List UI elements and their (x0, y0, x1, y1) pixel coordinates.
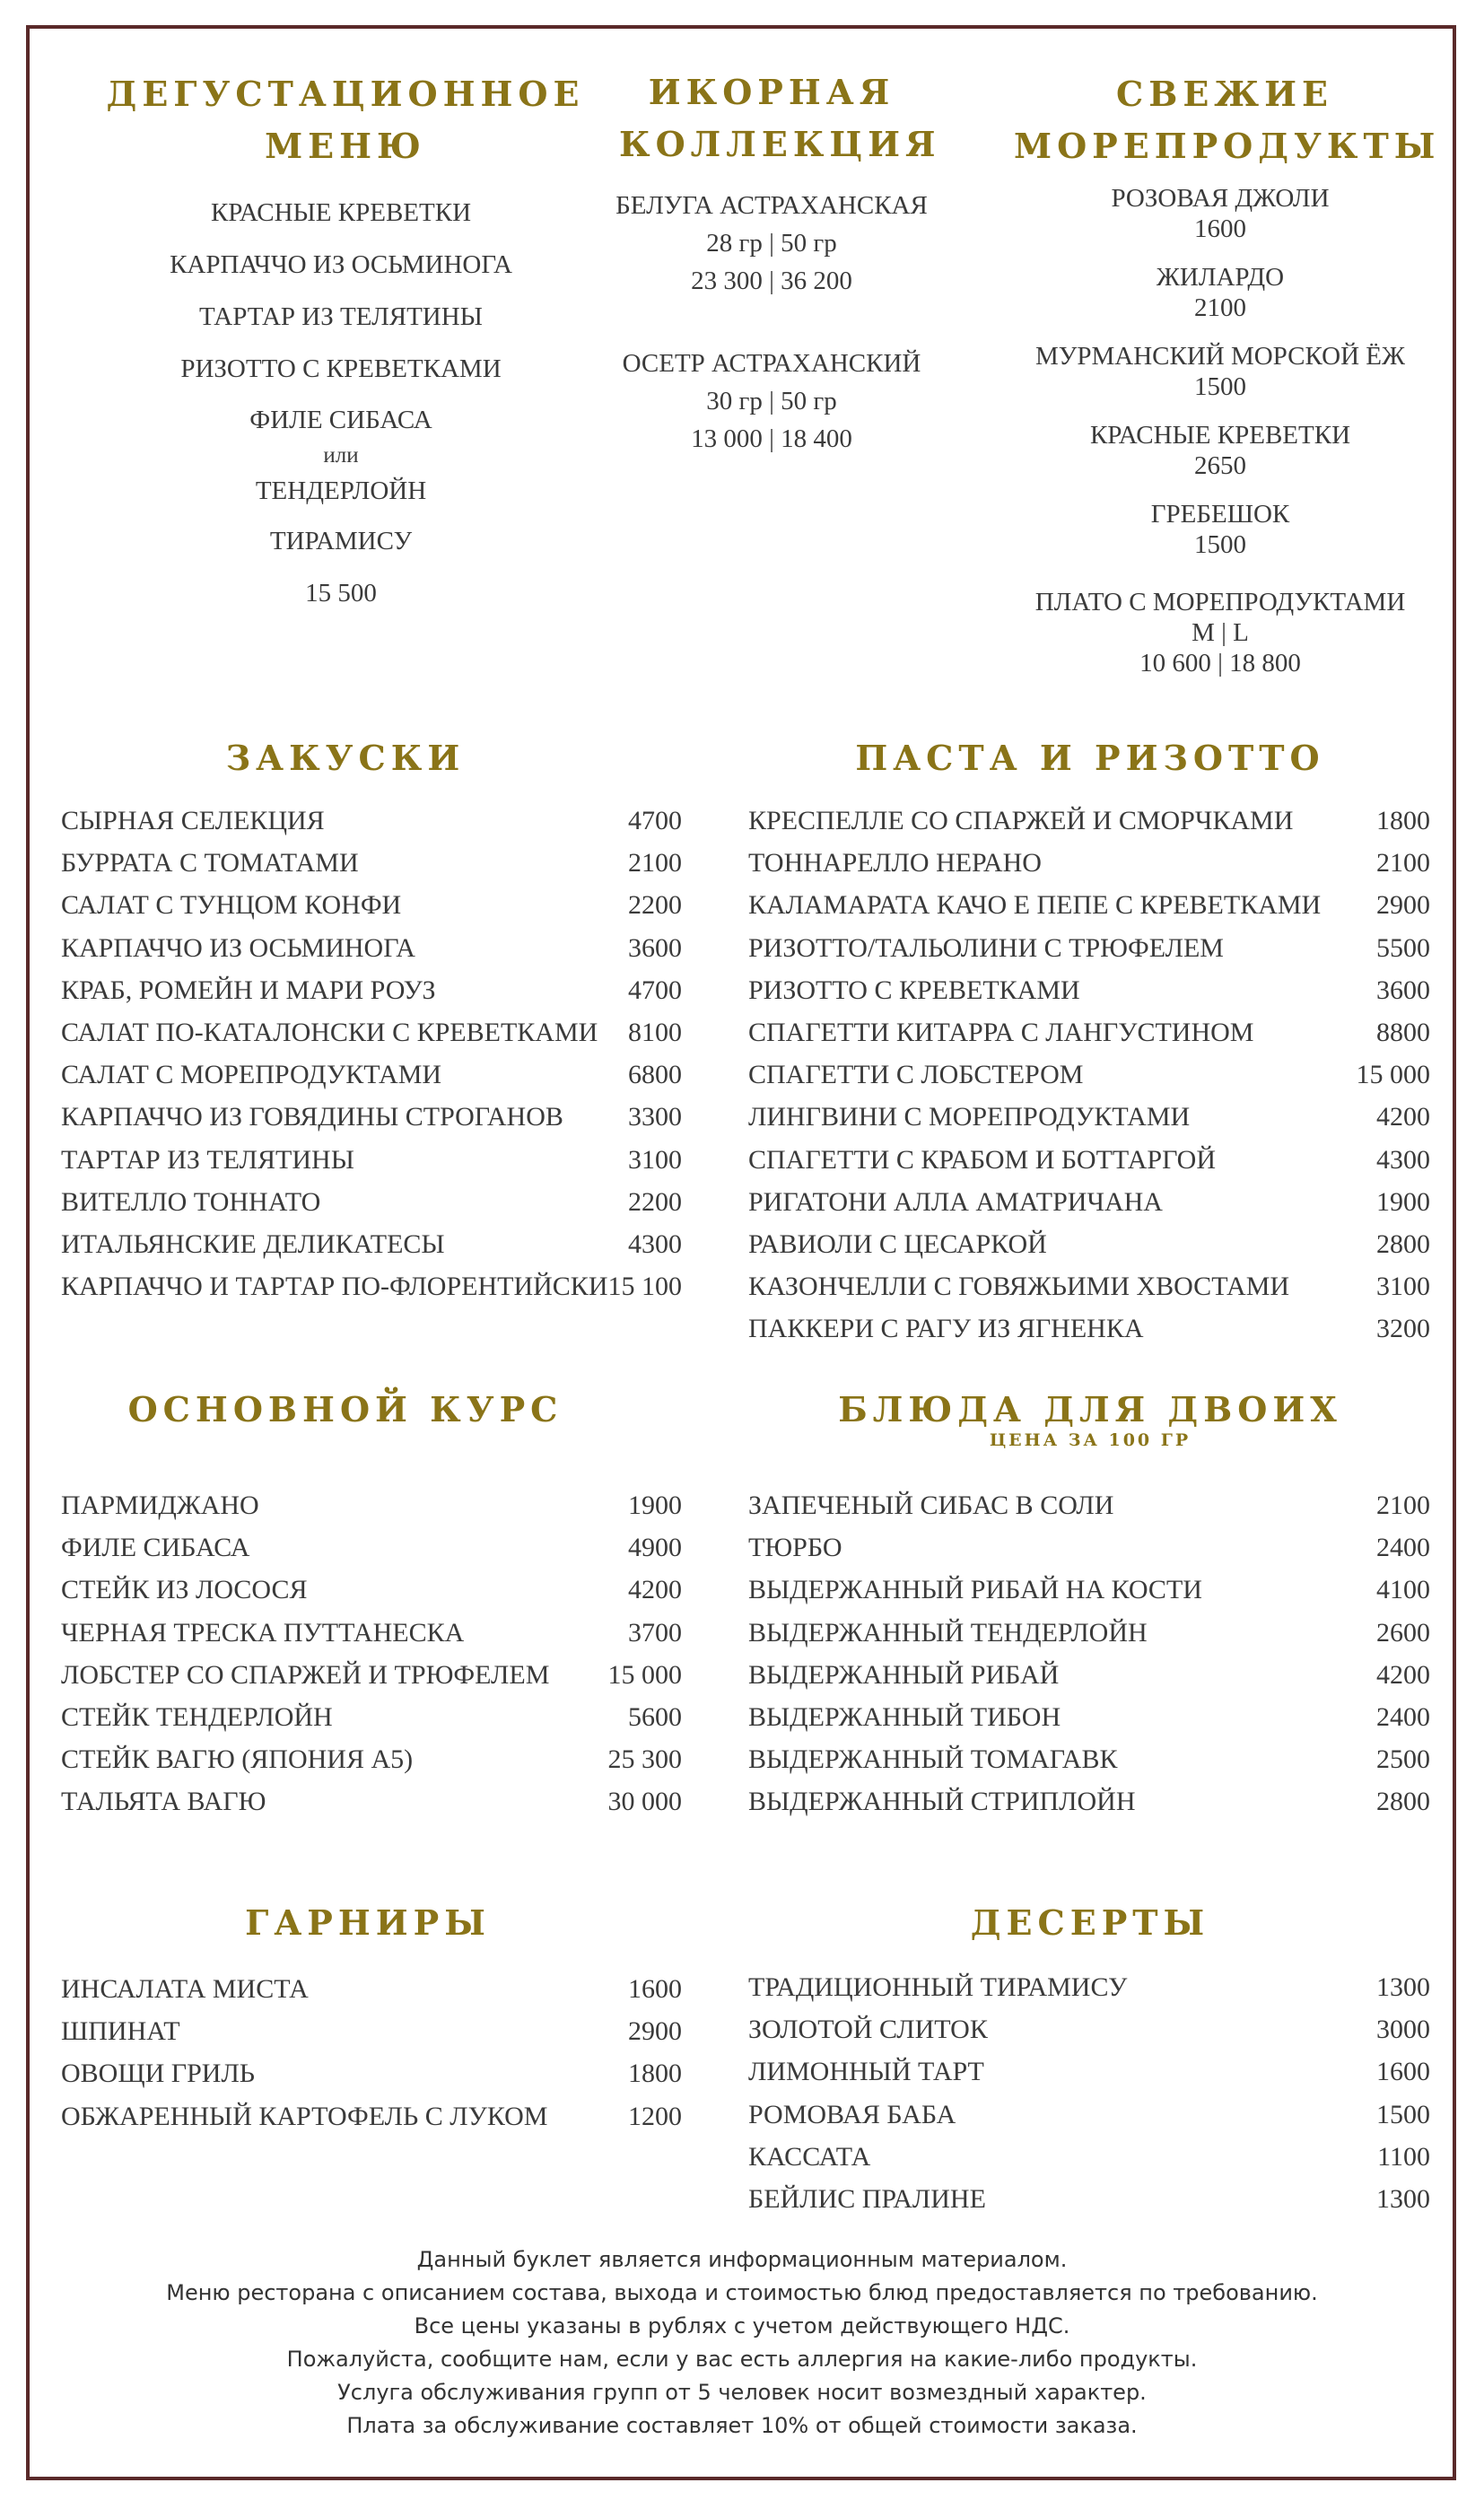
fortwo-menu-row (748, 1618, 1430, 1654)
dish-name: ЗАПЕЧЕНЫЙ СИБАС В СОЛИ (748, 1491, 1114, 1520)
appetizers-menu-row (61, 1272, 682, 1307)
dish-price: 1300 (1376, 2184, 1430, 2214)
dish-name: КАРПАЧЧО И ТАРТАР ПО-ФЛОРЕНТИЙСКИ (61, 1272, 608, 1302)
dish-name: ЛИМОННЫЙ ТАРТ (748, 2057, 984, 2087)
mains-menu-row (61, 1533, 682, 1569)
dish-price: 15 100 (607, 1272, 682, 1302)
dish-price: 1800 (628, 2059, 682, 2089)
dish-price: 5500 (1376, 932, 1430, 963)
desserts-heading: ДЕСЕРТЫ (970, 1902, 1210, 1943)
appetizers-menu-row (61, 806, 682, 842)
dish-name: БУРРАТА С ТОМАТАМИ (61, 848, 359, 879)
footer-line: Данный буклет является информационным материалом. (416, 2247, 1068, 2272)
pasta-menu-row (748, 1102, 1430, 1138)
pasta-heading: ПАСТА И РИЗОТТО (855, 738, 1325, 778)
footer-line: Услуга обслуживания групп от 5 человек носит возмездный характер. (337, 2380, 1147, 2405)
pasta-list (748, 806, 1430, 1357)
dish-name: СПАГЕТТИ С ЛОБСТЕРОМ (748, 1060, 1084, 1090)
desserts-menu-row (748, 2142, 1430, 2178)
dish-price: 30 000 (607, 1787, 682, 1817)
mains-list (61, 1491, 682, 1830)
caviar-item-portions: 30 гр | 50 гр (706, 387, 837, 415)
dish-price: 3000 (1376, 2015, 1430, 2045)
dish-price: 4700 (628, 806, 682, 835)
dish-name: СПАГЕТТИ КИТАРРА С ЛАНГУСТИНОМ (748, 1018, 1254, 1047)
sides-menu-row (61, 2059, 682, 2094)
tasting-item: ТАРТАР ИЗ ТЕЛЯТИНЫ (199, 302, 483, 331)
dish-price: 3200 (1376, 1314, 1430, 1344)
tasting-or: или (323, 443, 359, 468)
dish-name: КАССАТА (748, 2141, 871, 2172)
dish-name: ШПИНАТ (61, 2016, 180, 2047)
seafood-item-price: 1500 (1194, 530, 1246, 559)
dish-price: 2100 (1376, 1491, 1430, 1520)
dish-name: ФИЛЕ СИБАСА (61, 1533, 250, 1563)
fortwo-heading: БЛЮДА ДЛЯ ДВОИХ (838, 1389, 1342, 1429)
seafood-item-name: ЖИЛАРДО (1156, 263, 1285, 292)
dish-name: КАРПАЧЧО ИЗ ГОВЯДИНЫ СТРОГАНОВ (61, 1102, 563, 1132)
dish-price: 8100 (628, 1018, 682, 1047)
pasta-menu-row (748, 890, 1430, 926)
seafood-item-name: РОЗОВАЯ ДЖОЛИ (1111, 184, 1330, 213)
dish-name: ОБЖАРЕННЫЙ КАРТОФЕЛЬ С ЛУКОМ (61, 2101, 548, 2131)
mains-menu-row (61, 1660, 682, 1696)
desserts-list (748, 1972, 1430, 2226)
dish-name: ЛОБСТЕР СО СПАРЖЕЙ И ТРЮФЕЛЕМ (61, 1659, 550, 1690)
seafood-platter-name: ПЛАТО С МОРЕПРОДУКТАМИ (1034, 588, 1406, 616)
appetizers-menu-row (61, 1145, 682, 1181)
dish-price: 4200 (1376, 1102, 1430, 1132)
dish-name: РИЗОТТО/ТАЛЬОЛИНИ С ТРЮФЕЛЕМ (748, 932, 1224, 963)
seafood-item-price: 2100 (1194, 293, 1246, 322)
appetizers-menu-row (61, 975, 682, 1011)
dish-name: РАВИОЛИ С ЦЕСАРКОЙ (748, 1229, 1047, 1259)
dish-price: 3300 (628, 1102, 682, 1132)
appetizers-list (61, 806, 682, 1314)
appetizers-menu-row (61, 933, 682, 969)
footer-line: Пожалуйста, сообщите нам, если у вас есть аллергия на какие-либо продукты. (286, 2347, 1198, 2372)
dish-price: 5600 (628, 1702, 682, 1732)
dish-name: КАЛАМАРАТА КАЧО Е ПЕПЕ С КРЕВЕТКАМИ (748, 890, 1322, 921)
dish-price: 1600 (1376, 2057, 1430, 2087)
dish-name: ИНСАЛАТА МИСТА (61, 1974, 309, 2004)
footer-line: Меню ресторана с описанием состава, выхода и стоимостью блюд предоставляется по требованию. (166, 2280, 1318, 2305)
appetizers-heading: ЗАКУСКИ (225, 738, 466, 778)
dish-price: 4900 (628, 1533, 682, 1563)
seafood-platter-prices: 10 600 | 18 800 (1139, 649, 1301, 678)
dish-price: 4200 (1376, 1659, 1430, 1690)
seafood-item-name: МУРМАНСКИЙ МОРСКОЙ ЁЖ (1035, 342, 1405, 371)
dish-price: 1600 (628, 1974, 682, 2004)
sides-list (61, 1974, 682, 2144)
dish-name: СЫРНАЯ СЕЛЕКЦИЯ (61, 806, 325, 835)
fortwo-menu-row (748, 1491, 1430, 1526)
sides-heading: ГАРНИРЫ (245, 1902, 491, 1943)
dish-price: 8800 (1376, 1018, 1430, 1047)
dish-name: САЛАТ С МОРЕПРОДУКТАМИ (61, 1060, 442, 1090)
pasta-menu-row (748, 975, 1430, 1011)
desserts-menu-row (748, 2100, 1430, 2136)
dish-name: ОВОЩИ ГРИЛЬ (61, 2059, 256, 2089)
tasting-price: 15 500 (305, 579, 377, 608)
dish-price: 3600 (628, 932, 682, 963)
pasta-menu-row (748, 1145, 1430, 1181)
dish-price: 2600 (1376, 1617, 1430, 1648)
dish-price: 4700 (628, 975, 682, 1005)
dish-price: 15 000 (607, 1659, 682, 1690)
dish-name: СТЕЙК ВАГЮ (ЯПОНИЯ А5) (61, 1744, 414, 1775)
tasting-item: ФИЛЕ СИБАСА (249, 406, 432, 434)
dish-name: РОМОВАЯ БАБА (748, 2099, 956, 2129)
caviar-list (574, 187, 969, 458)
dish-price: 4200 (628, 1575, 682, 1605)
seafood-item-price: 1500 (1194, 372, 1246, 401)
dish-price: 3100 (1376, 1272, 1430, 1302)
mains-menu-row (61, 1575, 682, 1611)
dish-price: 2800 (1376, 1229, 1430, 1259)
dish-name: ВЫДЕРЖАННЫЙ СТРИПЛОЙН (748, 1787, 1136, 1817)
dish-name: СПАГЕТТИ С КРАБОМ И БОТТАРГОЙ (748, 1144, 1217, 1175)
dish-price: 4300 (628, 1229, 682, 1259)
pasta-menu-row (748, 848, 1430, 884)
desserts-menu-row (748, 2015, 1430, 2050)
appetizers-menu-row (61, 1229, 682, 1265)
dish-price: 2100 (628, 848, 682, 879)
dish-name: ЗОЛОТОЙ СЛИТОК (748, 2015, 988, 2045)
tasting-menu-list (81, 187, 601, 619)
dish-price: 2500 (1376, 1744, 1430, 1775)
mains-menu-row (61, 1491, 682, 1526)
caviar-item-name: ОСЕТР АСТРАХАНСКИЙ (622, 349, 921, 378)
dish-name: ТАРТАР ИЗ ТЕЛЯТИНЫ (61, 1144, 354, 1175)
dish-price: 1300 (1376, 1972, 1430, 2002)
dish-price: 3600 (1376, 975, 1430, 1005)
fortwo-menu-row (748, 1660, 1430, 1696)
dish-name: ТЮРБО (748, 1533, 842, 1563)
sides-menu-row (61, 2016, 682, 2052)
desserts-menu-row (748, 1972, 1430, 2008)
tasting-item: КАРПАЧЧО ИЗ ОСЬМИНОГА (170, 250, 512, 279)
dish-name: РИГАТОНИ АЛЛА АМАТРИЧАНА (748, 1186, 1163, 1217)
dish-price: 1100 (1377, 2141, 1430, 2172)
fortwo-list (748, 1491, 1430, 1830)
dish-name: ВЫДЕРЖАННЫЙ ТОМАГАВК (748, 1744, 1118, 1775)
dish-name: ПАККЕРИ С РАГУ ИЗ ЯГНЕНКА (748, 1314, 1144, 1344)
appetizers-menu-row (61, 1018, 682, 1053)
appetizers-menu-row (61, 1060, 682, 1096)
dish-name: ПАРМИДЖАНО (61, 1491, 259, 1520)
footer-notes (54, 2243, 1430, 2443)
dish-name: КРЕСПЕЛЛЕ СО СПАРЖЕЙ И СМОРЧКАМИ (748, 806, 1294, 835)
dish-price: 4300 (1376, 1144, 1430, 1175)
dish-price: 2100 (1376, 848, 1430, 879)
pasta-menu-row (748, 1272, 1430, 1307)
dish-price: 15 000 (1356, 1060, 1430, 1090)
caviar-heading: ИКОРНАЯ КОЛЛЕКЦИЯ (619, 72, 941, 164)
desserts-menu-row (748, 2057, 1430, 2093)
dish-price: 25 300 (607, 1744, 682, 1775)
pasta-menu-row (748, 806, 1430, 842)
pasta-menu-row (748, 1060, 1430, 1096)
dish-price: 3100 (628, 1144, 682, 1175)
dish-name: ВИТЕЛЛО ТОННАТО (61, 1186, 321, 1217)
caviar-item-prices: 13 000 | 18 400 (691, 424, 852, 453)
fortwo-menu-row (748, 1702, 1430, 1738)
dish-price: 2900 (628, 2016, 682, 2047)
dish-name: РИЗОТТО С КРЕВЕТКАМИ (748, 975, 1080, 1005)
tasting-dessert: ТИРАМИСУ (269, 527, 413, 555)
seafood-item-price: 1600 (1194, 214, 1246, 243)
mains-menu-row (61, 1744, 682, 1780)
dish-name: ВЫДЕРЖАННЫЙ РИБАЙ НА КОСТИ (748, 1575, 1202, 1605)
footer-line: Все цены указаны в рублях с учетом действующего НДС. (414, 2313, 1070, 2339)
dish-name: ТОННАРЕЛЛО НЕРАНО (748, 848, 1042, 879)
mains-menu-row (61, 1702, 682, 1738)
dish-price: 2400 (1376, 1533, 1430, 1563)
seafood-item-name: ГРЕБЕШОК (1150, 500, 1290, 529)
dish-price: 1900 (1376, 1186, 1430, 1217)
dish-name: СТЕЙК ИЗ ЛОСОСЯ (61, 1575, 308, 1605)
dish-name: КАРПАЧЧО ИЗ ОСЬМИНОГА (61, 932, 415, 963)
dish-name: ВЫДЕРЖАННЫЙ ТЕНДЕРЛОЙН (748, 1617, 1148, 1648)
fortwo-menu-row (748, 1787, 1430, 1823)
dish-name: ИТАЛЬЯНСКИЕ ДЕЛИКАТЕСЫ (61, 1229, 445, 1259)
dish-name: ВЫДЕРЖАННЫЙ РИБАЙ (748, 1659, 1060, 1690)
fortwo-subheading: ЦЕНА ЗА 100 ГР (989, 1430, 1192, 1450)
mains-menu-row (61, 1618, 682, 1654)
dish-name: КРАБ, РОМЕЙН И МАРИ РОУЗ (61, 975, 436, 1005)
dish-name: ТАЛЬЯТА ВАГЮ (61, 1787, 266, 1817)
dish-name: САЛАТ С ТУНЦОМ КОНФИ (61, 890, 402, 921)
seafood-item-name: КРАСНЫЕ КРЕВЕТКИ (1089, 421, 1351, 450)
tasting-alt: ТЕНДЕРЛОЙН (255, 476, 427, 505)
dish-price: 1800 (1376, 806, 1430, 835)
dish-price: 1200 (628, 2101, 682, 2131)
dish-price: 2800 (1376, 1787, 1430, 1817)
mains-heading: ОСНОВНОЙ КУРС (127, 1389, 563, 1429)
pasta-menu-row (748, 1018, 1430, 1053)
dish-name: БЕЙЛИС ПРАЛИНЕ (748, 2184, 986, 2214)
fortwo-menu-row (748, 1533, 1430, 1569)
tasting-item: РИЗОТТО С КРЕВЕТКАМИ (180, 354, 502, 383)
dish-name: САЛАТ ПО-КАТАЛОНСКИ С КРЕВЕТКАМИ (61, 1018, 598, 1047)
pasta-menu-row (748, 1229, 1430, 1265)
caviar-item-portions: 28 гр | 50 гр (706, 229, 837, 258)
tasting-menu-heading: ДЕГУСТАЦИОННОЕ МЕНЮ (106, 74, 585, 166)
appetizers-menu-row (61, 848, 682, 884)
seafood-list (996, 183, 1445, 678)
pasta-menu-row (748, 1187, 1430, 1223)
appetizers-menu-row (61, 890, 682, 926)
dish-name: СТЕЙК ТЕНДЕРЛОЙН (61, 1702, 333, 1732)
seafood-item-price: 2650 (1194, 451, 1246, 480)
dish-price: 2200 (628, 1186, 682, 1217)
dish-price: 1900 (628, 1491, 682, 1520)
seafood-platter-sizes: M | L (1192, 618, 1249, 647)
pasta-menu-row (748, 933, 1430, 969)
dish-price: 1500 (1376, 2099, 1430, 2129)
dish-price: 3700 (628, 1617, 682, 1648)
dish-price: 2200 (628, 890, 682, 921)
appetizers-menu-row (61, 1187, 682, 1223)
dish-price: 2900 (1376, 890, 1430, 921)
fortwo-menu-row (748, 1575, 1430, 1611)
caviar-item-prices: 23 300 | 36 200 (691, 267, 852, 295)
tasting-item: КРАСНЫЕ КРЕВЕТКИ (210, 198, 472, 227)
dish-name: ЛИНГВИНИ С МОРЕПРОДУКТАМИ (748, 1102, 1191, 1132)
footer-line: Плата за обслуживание составляет 10% от общей стоимости заказа. (346, 2413, 1138, 2438)
mains-menu-row (61, 1787, 682, 1823)
dish-price: 4100 (1376, 1575, 1430, 1605)
caviar-item-name: БЕЛУГА АСТРАХАНСКАЯ (615, 191, 928, 220)
dish-name: КАЗОНЧЕЛЛИ С ГОВЯЖЬИМИ ХВОСТАМИ (748, 1272, 1290, 1302)
pasta-menu-row (748, 1314, 1430, 1350)
sides-menu-row (61, 2102, 682, 2137)
dish-price: 6800 (628, 1060, 682, 1090)
dish-name: ТРАДИЦИОННЫЙ ТИРАМИСУ (748, 1972, 1128, 2002)
sides-menu-row (61, 1974, 682, 2010)
appetizers-menu-row (61, 1102, 682, 1138)
fortwo-menu-row (748, 1744, 1430, 1780)
desserts-menu-row (748, 2184, 1430, 2220)
dish-name: ВЫДЕРЖАННЫЙ ТИБОН (748, 1702, 1061, 1732)
seafood-heading: СВЕЖИЕ МОРЕПРОДУКТЫ (1014, 74, 1441, 166)
dish-price: 2400 (1376, 1702, 1430, 1732)
dish-name: ЧЕРНАЯ ТРЕСКА ПУТТАНЕСКА (61, 1617, 465, 1648)
